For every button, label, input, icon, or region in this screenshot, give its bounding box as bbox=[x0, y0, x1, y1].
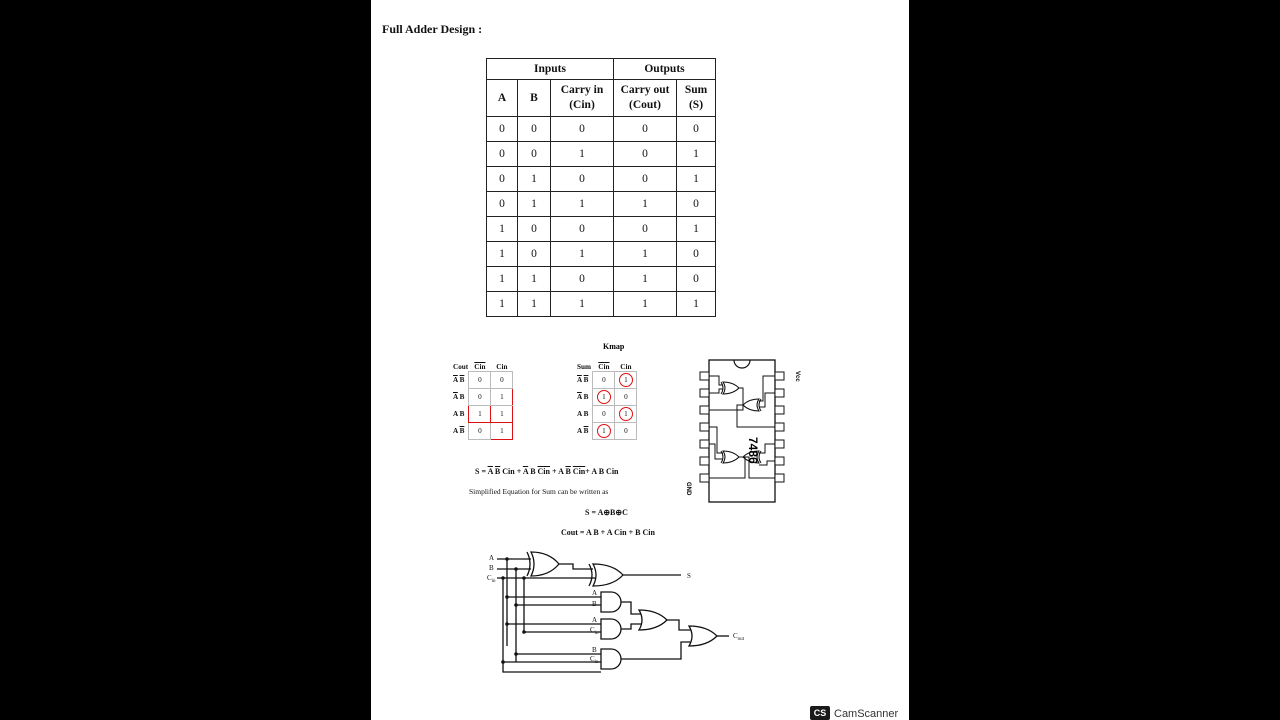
kmap-cout bbox=[453, 362, 513, 440]
kmap-cell: 1 bbox=[491, 423, 513, 440]
gate1-input-b-label: B bbox=[592, 600, 597, 608]
simplified-note: Simplified Equation for Sum can be written as bbox=[469, 487, 609, 496]
cell: 1 bbox=[614, 192, 677, 217]
kmap-cell: 1 bbox=[491, 389, 513, 406]
cell: 0 bbox=[518, 142, 551, 167]
gate3-input-cin-label: $C_{in}$ bbox=[590, 655, 599, 665]
truth-table bbox=[486, 58, 716, 317]
kmap-cout-col-cin: Cin bbox=[496, 362, 508, 371]
kmap-row: $\overline{A}$ $\overline{B}$ 0 0 bbox=[453, 372, 513, 389]
header-b: B bbox=[518, 80, 551, 117]
table-row bbox=[487, 167, 716, 192]
ic-vcc-label: Vcc bbox=[794, 371, 800, 382]
table-row bbox=[487, 217, 716, 242]
header-sum: Sum (S) bbox=[677, 80, 716, 117]
inputs-group-header: Inputs bbox=[487, 59, 614, 80]
kmap-sum-col-cin: Cin bbox=[620, 362, 632, 371]
ic-part-number: 7486 bbox=[746, 437, 760, 464]
outputs-group-header: Outputs bbox=[614, 59, 716, 80]
table-row bbox=[487, 267, 716, 292]
camscanner-logo: CS bbox=[810, 706, 830, 720]
kmap-title: Kmap bbox=[603, 342, 625, 351]
kmap-cell: 0 bbox=[593, 406, 615, 423]
kmap-row: A $\overline{B}$ 0 1 bbox=[453, 423, 513, 440]
cell: 0 bbox=[487, 142, 518, 167]
cell: 0 bbox=[677, 267, 716, 292]
cell: 0 bbox=[487, 167, 518, 192]
table-row bbox=[487, 117, 716, 142]
cell: 0 bbox=[677, 242, 716, 267]
kmap-sum-corner: Sum bbox=[577, 362, 591, 371]
gate2-input-a-label: A bbox=[592, 616, 598, 624]
cell: 0 bbox=[518, 117, 551, 142]
cell: 0 bbox=[677, 117, 716, 142]
cell: 1 bbox=[518, 167, 551, 192]
kmap-cell: 0 bbox=[469, 389, 491, 406]
gate3-input-b-label: B bbox=[592, 646, 597, 654]
table-row bbox=[487, 292, 716, 317]
document-page bbox=[371, 0, 909, 720]
cell: 1 bbox=[614, 242, 677, 267]
header-carry-out: Carry out (Cout) bbox=[614, 80, 677, 117]
sum-of-products-equation: $S = \overline{A}$ $\overline{B}$ Cin + $\overline{A}$ B $\overline{Cin} + A$ $\overline{B}$ $\overline{Cin}+ A$ B Cin bbox=[475, 467, 619, 476]
kmap-cout-col-cin-bar: $\overline{Cin}$ bbox=[474, 362, 486, 371]
cell: 1 bbox=[614, 267, 677, 292]
cell: 1 bbox=[677, 217, 716, 242]
cell: 0 bbox=[518, 217, 551, 242]
kmap-cell: 0 bbox=[615, 389, 637, 406]
kmap-cell-circled: 1 bbox=[615, 372, 637, 389]
table-row bbox=[487, 192, 716, 217]
cell: 1 bbox=[677, 167, 716, 192]
cell: 0 bbox=[551, 167, 614, 192]
input-cin-label: $C_{in}$ bbox=[487, 574, 496, 584]
camscanner-watermark: CamScanner bbox=[834, 708, 899, 720]
input-b-label: B bbox=[489, 564, 494, 572]
header-a: A bbox=[487, 80, 518, 117]
full-adder-circuit bbox=[481, 548, 745, 673]
cell: 1 bbox=[551, 142, 614, 167]
cell: 0 bbox=[487, 192, 518, 217]
input-a-label: A bbox=[489, 554, 495, 562]
cell: 1 bbox=[551, 192, 614, 217]
kmap-row: $\overline{A}$ B 0 1 bbox=[453, 389, 513, 406]
kmap-cell: 0 bbox=[469, 423, 491, 440]
cell: 0 bbox=[551, 117, 614, 142]
cell: 1 bbox=[677, 292, 716, 317]
kmap-cell: 1 bbox=[469, 406, 491, 423]
kmap-cell-circled: 1 bbox=[593, 389, 615, 406]
cell: 1 bbox=[518, 192, 551, 217]
cell: 1 bbox=[487, 292, 518, 317]
cell: 1 bbox=[487, 267, 518, 292]
cell: 1 bbox=[677, 142, 716, 167]
cell: 1 bbox=[614, 292, 677, 317]
cell: 1 bbox=[487, 242, 518, 267]
kmap-cout-corner: Cout bbox=[453, 362, 469, 371]
kmap-row: A B 0 1 bbox=[577, 406, 637, 423]
output-cout-label: $C_{out}$ bbox=[733, 632, 745, 642]
document-title: Full Adder Design : bbox=[382, 22, 483, 36]
cell: 0 bbox=[487, 117, 518, 142]
gate1-input-a-label: A bbox=[592, 589, 598, 597]
cell: 1 bbox=[551, 242, 614, 267]
kmap-sum bbox=[577, 362, 637, 440]
cell: 1 bbox=[518, 267, 551, 292]
cell: 0 bbox=[551, 217, 614, 242]
header-carry-in: Carry in (Cin) bbox=[551, 80, 614, 117]
cout-equation: Cout = A B + A Cin + B Cin bbox=[561, 528, 655, 537]
cell: 0 bbox=[518, 242, 551, 267]
kmap-cell: 0 bbox=[469, 372, 491, 389]
cell: 0 bbox=[551, 267, 614, 292]
cell: 1 bbox=[487, 217, 518, 242]
cell: 0 bbox=[614, 167, 677, 192]
kmap-cell: 0 bbox=[593, 372, 615, 389]
gate2-input-cin-label: $C_{in}$ bbox=[590, 626, 599, 636]
kmap-cell: 0 bbox=[615, 423, 637, 440]
table-row bbox=[487, 242, 716, 267]
kmap-row: $\overline{A}$ B 1 0 bbox=[577, 389, 637, 406]
kmap-cell: 0 bbox=[491, 372, 513, 389]
cell: 0 bbox=[614, 142, 677, 167]
kmap-row: A B 1 1 bbox=[453, 406, 513, 423]
kmap-sum-col-cin-bar: $\overline{Cin}$ bbox=[598, 362, 610, 371]
cell: 0 bbox=[614, 117, 677, 142]
sum-xor-equation: S = A⊕B⊕C bbox=[585, 508, 628, 517]
cell: 0 bbox=[677, 192, 716, 217]
ic-7486-pinout bbox=[685, 355, 813, 505]
cell: 1 bbox=[551, 292, 614, 317]
cell: 0 bbox=[614, 217, 677, 242]
kmap-row: $\overline{A}$ $\overline{B}$ 0 1 bbox=[577, 372, 637, 389]
kmap-cell-circled: 1 bbox=[615, 406, 637, 423]
kmap-row: A $\overline{B}$ 1 0 bbox=[577, 423, 637, 440]
kmap-cell: 1 bbox=[491, 406, 513, 423]
ic-gnd-label: GND bbox=[685, 482, 691, 496]
kmap-cell-circled: 1 bbox=[593, 423, 615, 440]
table-row bbox=[487, 142, 716, 167]
cell: 1 bbox=[518, 292, 551, 317]
output-s-label: S bbox=[687, 572, 691, 580]
